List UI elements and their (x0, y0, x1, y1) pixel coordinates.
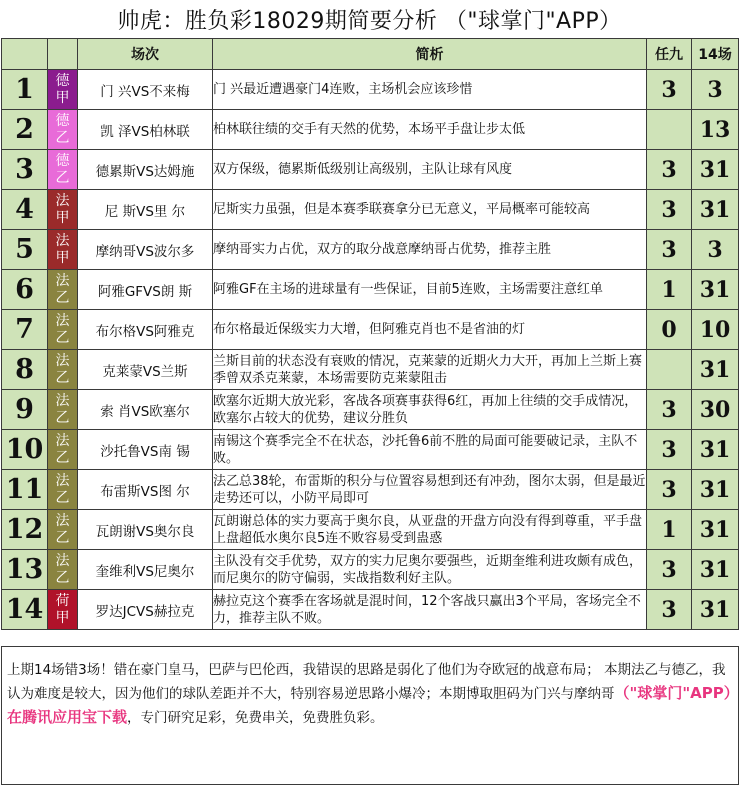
pick-ren9: 0 (647, 310, 692, 350)
pick-ren9: 3 (647, 430, 692, 470)
pick-ren9: 1 (647, 270, 692, 310)
league-char: 乙 (55, 289, 70, 306)
league-char: 乙 (55, 129, 70, 146)
match-name: 摩纳哥VS波尔多 (78, 230, 213, 270)
row-number: 13 (2, 550, 48, 590)
row-number: 11 (2, 470, 48, 510)
header-league (48, 39, 78, 70)
league-char: 甲 (55, 209, 70, 226)
pick-ren9: 3 (647, 70, 692, 110)
table-body (2, 70, 739, 630)
analysis-text: 法乙总38轮，布雷斯的积分与位置容易想到还有冲劲，图尔太弱，但是最近走势还可以，小防平局即可 (213, 470, 647, 510)
footer-text-1: 上期14场错3场！错在豪门皇马，巴萨与巴伦西，我错误的思路是弱化了他们为夺欧冠的战意布局； 本期法乙与德乙，我认为难度是较大，因为他们的球队差距并不大，特别容易逆思路小爆冷；本期博取胆码为门兴与摩纳哥 (7, 662, 726, 702)
analysis-text: 阿雅GF在主场的进球量有一些保证，目前5连败，主场需要注意红单 (213, 270, 647, 310)
row-number: 12 (2, 510, 48, 550)
table-row (2, 70, 739, 110)
table-header (2, 39, 739, 70)
pick-ren9: 3 (647, 230, 692, 270)
row-number: 9 (2, 390, 48, 430)
league-badge (48, 190, 78, 230)
league-char: 荷 (55, 592, 70, 609)
row-number: 14 (2, 590, 48, 630)
league-char: 法 (55, 512, 70, 529)
analysis-text: 双方保级，德累斯低级别让高级别，主队让球有风度 (213, 150, 647, 190)
row-number: 3 (2, 150, 48, 190)
match-name: 门 兴VS不来梅 (78, 70, 213, 110)
table-row (2, 390, 739, 430)
league-char: 法 (55, 232, 70, 249)
league-badge (48, 350, 78, 390)
pick-14: 31 (692, 150, 739, 190)
table-row (2, 190, 739, 230)
league-char: 乙 (55, 569, 70, 586)
league-badge (48, 150, 78, 190)
row-number: 10 (2, 430, 48, 470)
table-row (2, 590, 739, 630)
league-char: 乙 (55, 369, 70, 386)
league-char: 德 (55, 152, 70, 169)
analysis-text: 欧塞尔近期大放光彩，客战各项赛事获得6红，再加上往绩的交手成情况，欧塞尔占较大的优势，建议分胜负 (213, 390, 647, 430)
pick-14: 31 (692, 470, 739, 510)
footer-text-2: ，专门研究足彩，免费串关，免费胜负彩。 (127, 710, 384, 726)
pick-14: 3 (692, 70, 739, 110)
match-name: 布尔格VS阿雅克 (78, 310, 213, 350)
match-name: 凯 泽VS柏林联 (78, 110, 213, 150)
pick-ren9: 3 (647, 590, 692, 630)
league-char: 德 (55, 72, 70, 89)
pick-ren9 (647, 350, 692, 390)
analysis-table (1, 38, 739, 630)
page-title: 帅虎：胜负彩18029期简要分析 （"球掌门"APP） (117, 8, 622, 34)
analysis-text: 赫拉克这个赛季在客场就是混时间，12个客战只赢出3个平局，客场完全不力，推荐主队不败。 (213, 590, 647, 630)
league-char: 法 (55, 352, 70, 369)
match-name: 瓦朗谢VS奥尔良 (78, 510, 213, 550)
table-row (2, 470, 739, 510)
footer-note (1, 646, 739, 785)
pick-14: 31 (692, 430, 739, 470)
league-char: 乙 (55, 409, 70, 426)
league-badge (48, 510, 78, 550)
pick-14: 31 (692, 510, 739, 550)
analysis-text: 主队没有交手优势，双方的实力尼奥尔要强些，近期奎维利进攻颇有成色，而尼奥尔的防守偏弱，实战指数利好主队。 (213, 550, 647, 590)
pick-ren9 (647, 110, 692, 150)
header-analysis: 简析 (213, 39, 647, 70)
match-name: 尼 斯VS里 尔 (78, 190, 213, 230)
league-char: 法 (55, 552, 70, 569)
league-char: 甲 (55, 89, 70, 106)
pick-14: 13 (692, 110, 739, 150)
pick-ren9: 3 (647, 390, 692, 430)
pick-ren9: 1 (647, 510, 692, 550)
league-char: 乙 (55, 529, 70, 546)
pick-ren9: 3 (647, 150, 692, 190)
row-number: 8 (2, 350, 48, 390)
analysis-text: 兰斯目前的状态没有衰败的情况，克莱蒙的近期火力大开，再加上兰斯上赛季曾双杀克莱蒙，本场需要防克莱蒙阻击 (213, 350, 647, 390)
table-row (2, 550, 739, 590)
league-char: 甲 (55, 249, 70, 266)
league-badge (48, 390, 78, 430)
analysis-text: 尼斯实力虽强，但是本赛季联赛拿分已无意义，平局概率可能较高 (213, 190, 647, 230)
analysis-text: 摩纳哥实力占优，双方的取分战意摩纳哥占优势，推荐主胜 (213, 230, 647, 270)
table-row (2, 310, 739, 350)
league-char: 乙 (55, 449, 70, 466)
header-no (2, 39, 48, 70)
header-14: 14场 (692, 39, 739, 70)
pick-14: 31 (692, 350, 739, 390)
pick-14: 31 (692, 550, 739, 590)
analysis-text: 瓦朗谢总体的实力要高于奥尔良，从亚盘的开盘方向没有得到尊重，平手盘上盘超低水奥尔良5连不败容易受到蛊惑 (213, 510, 647, 550)
header-ren9: 任九 (647, 39, 692, 70)
league-badge (48, 590, 78, 630)
row-number: 4 (2, 190, 48, 230)
league-badge (48, 550, 78, 590)
league-char: 法 (55, 192, 70, 209)
league-badge (48, 70, 78, 110)
analysis-text: 布尔格最近保级实力大增，但阿雅克肖也不是省油的灯 (213, 310, 647, 350)
table-row (2, 350, 739, 390)
league-badge (48, 270, 78, 310)
match-name: 阿雅GFVS朗 斯 (78, 270, 213, 310)
league-char: 法 (55, 472, 70, 489)
league-char: 乙 (55, 329, 70, 346)
pick-14: 31 (692, 590, 739, 630)
league-char: 乙 (55, 489, 70, 506)
table-row (2, 110, 739, 150)
pick-14: 30 (692, 390, 739, 430)
table-row (2, 230, 739, 270)
league-char: 乙 (55, 169, 70, 186)
analysis-text: 南锡这个赛季完全不在状态，沙托鲁6前不胜的局面可能要破记录，主队不败。 (213, 430, 647, 470)
analysis-text: 柏林联往绩的交手有天然的优势，本场平手盘让步太低 (213, 110, 647, 150)
pick-14: 31 (692, 270, 739, 310)
analysis-text: 门 兴最近遭遇豪门4连败，主场机会应该珍惜 (213, 70, 647, 110)
match-name: 沙托鲁VS南 锡 (78, 430, 213, 470)
pick-ren9: 3 (647, 470, 692, 510)
pick-14: 3 (692, 230, 739, 270)
league-char: 德 (55, 112, 70, 129)
league-char: 甲 (55, 609, 70, 626)
header-match: 场次 (78, 39, 213, 70)
table-row (2, 150, 739, 190)
table-row (2, 270, 739, 310)
league-badge (48, 470, 78, 510)
match-name: 索 肖VS欧塞尔 (78, 390, 213, 430)
footer-promo: （"球掌门"APP）在腾讯应用宝下载 (7, 684, 732, 726)
row-number: 6 (2, 270, 48, 310)
league-badge (48, 110, 78, 150)
row-number: 7 (2, 310, 48, 350)
match-name: 克莱蒙VS兰斯 (78, 350, 213, 390)
row-number: 5 (2, 230, 48, 270)
league-char: 法 (55, 392, 70, 409)
match-name: 德累斯VS达姆施 (78, 150, 213, 190)
table-row (2, 510, 739, 550)
league-char: 法 (55, 312, 70, 329)
pick-ren9: 3 (647, 550, 692, 590)
league-char: 法 (55, 272, 70, 289)
match-name: 奎维利VS尼奥尔 (78, 550, 213, 590)
pick-14: 31 (692, 190, 739, 230)
pick-ren9: 3 (647, 190, 692, 230)
pick-14: 10 (692, 310, 739, 350)
match-name: 布雷斯VS图 尔 (78, 470, 213, 510)
row-number: 2 (2, 110, 48, 150)
league-badge (48, 230, 78, 270)
match-name: 罗达JCVS赫拉克 (78, 590, 213, 630)
league-char: 法 (55, 432, 70, 449)
row-number: 1 (2, 70, 48, 110)
table-row (2, 430, 739, 470)
league-badge (48, 430, 78, 470)
league-badge (48, 310, 78, 350)
